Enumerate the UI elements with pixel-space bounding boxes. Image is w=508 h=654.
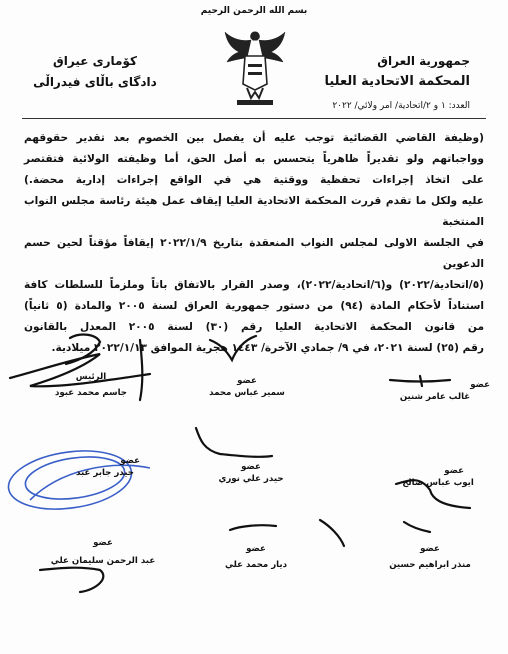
signatory-block (182, 376, 312, 398)
signature-mark (404, 522, 430, 532)
signature-mark (230, 525, 276, 530)
signatory-block (186, 462, 316, 484)
header-arabic (320, 54, 470, 89)
signatory-block (40, 456, 170, 478)
decision-line: عليه ولكل ما تقدم قررت المحكمة الاتحادية العليا إيقاف عمل هيئة رئاسة مجلس النواب المنتخبة (24, 195, 484, 228)
signature-mark (66, 335, 100, 364)
signatory-block (26, 372, 156, 398)
signatory-role: عضو (470, 380, 490, 390)
signatory-name: حيدر علي نوري (218, 474, 284, 484)
signatory-name: ايوب عباس صالح (402, 478, 474, 488)
decision-line: في الجلسة الاولى لمجلس النواب المنعقدة بتاريخ ٢٠٢٢/١/٩ إيقافاً مؤقتاً لحين حسم الدعوين (24, 237, 484, 270)
signatory-role: عضو (444, 466, 464, 476)
signatory-name: غالب عامر شنين (399, 392, 471, 402)
court-name-kurdish: دادگای باڵای فیدراڵی (33, 75, 157, 89)
signatory-role: عضو (120, 456, 140, 466)
country-name-kurdish: كۆماری عیراق (53, 54, 137, 68)
signature-mark (40, 568, 103, 592)
signature-mark (320, 520, 344, 546)
signatory-name: عبد الرحمن سليمان علي (50, 556, 156, 566)
basmala: بسم الله الرحمن الرحيم (200, 6, 308, 16)
signatory-role: عضو (420, 544, 440, 554)
decision-text (24, 128, 484, 359)
signatory-role: عضو (93, 538, 113, 548)
signatory-name: ديار محمد علي (224, 560, 288, 570)
decision-line: وواجباتهم ولو تقديراً ظاهرياً يتحسس به أصل الحق، أما وظيفته الولائية فتقتصر (24, 153, 484, 165)
signatory-role: الرئيس (75, 372, 107, 382)
signature-mark (196, 428, 272, 457)
decision-line: (وظيفة القاضي القضائية توجب عليه أن يفصل بين الخصوم بعد تقدير حقوقهم (24, 132, 484, 144)
signature-mark (210, 336, 256, 360)
decision-line: على اتخاذ إجراءات تحفظية ووقتية هي في الواقع إجراءات إدارية محضة.) (24, 174, 484, 186)
signatory-name: منذر ابراهيم حسين (389, 560, 471, 570)
signatory-name: سمير عباس محمد (209, 388, 285, 398)
signatory-block (28, 538, 178, 566)
header-kurdish (20, 54, 170, 89)
signatory-name: حيدر جابر عبد (76, 468, 134, 478)
signatory-block (378, 466, 498, 488)
decision-line: (٥/اتحادية/٢٠٢٢) و(٦/اتحادية/٢٠٢٢)، وصدر القرار بالاتفاق باتاً وملزماً للسلطات كافة (24, 279, 484, 291)
signatory-block (370, 544, 490, 570)
reference-number: العدد: ١ و ٢/اتحادية/ امر ولائي/ ٢٠٢٢ (332, 101, 470, 111)
decision-line: استناداً لأحكام المادة (٩٤) من دستور جمهورية العراق لسنة ٢٠٠٥ والمادة (٥ ثانياً) (24, 300, 484, 312)
signatory-role: عضو (241, 462, 261, 472)
country-name-arabic: جمهورية العراق (377, 54, 470, 68)
signatory-block (380, 380, 490, 402)
decision-line: من قانون المحكمة الاتحادية العليا رقم (٣٠) لسنة ٢٠٠٥ المعدل بالقانون (24, 321, 484, 333)
iraq-eagle-emblem-icon (223, 28, 287, 110)
signatory-role: عضو (246, 544, 266, 554)
signatory-role: عضو (237, 376, 257, 386)
signatory-block (196, 544, 316, 570)
decision-line: رقم (٢٥) لسنة ٢٠٢١، في ٩/ جمادي الآخرة/ ١٤٤٣ هجرية الموافق ٢٠٢٢/١/١٣ ميلادية. (51, 342, 484, 354)
header-divider (22, 118, 486, 119)
court-name-arabic: المحكمة الاتحادية العليا (324, 74, 470, 89)
signatory-name: جاسم محمد عبود (54, 388, 127, 398)
signature-mark (5, 444, 136, 517)
